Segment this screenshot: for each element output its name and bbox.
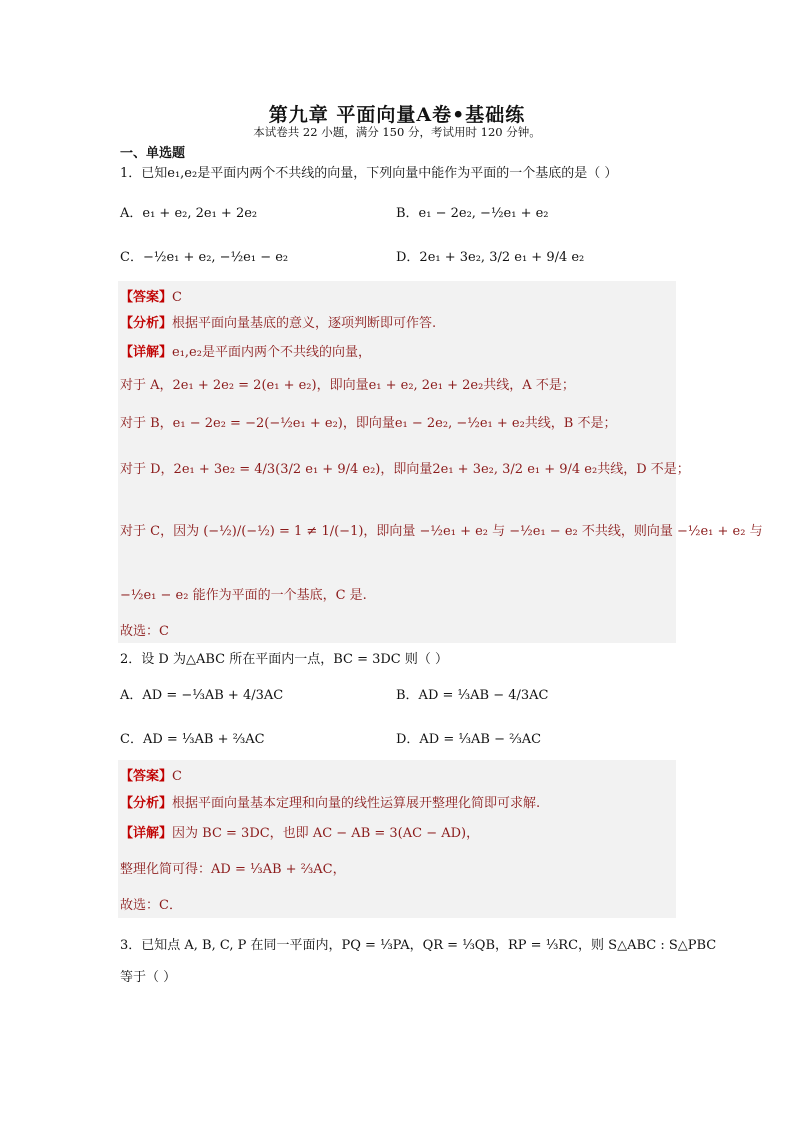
solution-text: e₁,e₂是平面内两个不共线的向量， xyxy=(172,345,371,360)
solution-text: 因为 BC = 3DC，也即 AC − AB = 3(AC − AD)， xyxy=(172,826,480,841)
question-2-detail-2: 整理化简可得：AD = ⅓AB + ⅔AC， xyxy=(120,862,346,877)
page-title: 第九章 平面向量A卷•基础练 xyxy=(268,104,526,126)
question-1-option-b: B．e₁ − 2e₂, −½e₁ + e₂ xyxy=(396,206,549,221)
question-1-answer xyxy=(120,286,182,305)
question-2-option-c: C．AD = ⅓AB + ⅔AC xyxy=(120,732,265,747)
question-2-stem: 2．设 D 为△ABC 所在平面内一点，BC = 3DC 则（ ） xyxy=(120,652,449,667)
question-1-detail-3: 对于 B，e₁ − 2e₂ = −2(−½e₁ + e₂)，即向量e₁ − 2e₂, −½e₁ + e₂共线，B 不是； xyxy=(120,416,617,431)
question-1-detail-1 xyxy=(120,341,371,360)
solution-tag: 【答案】 xyxy=(120,769,173,784)
question-1-option-c: C．−½e₁ + e₂, −½e₁ − e₂ xyxy=(120,250,289,265)
question-1-detail-4: 对于 D，2e₁ + 3e₂ = 4/3(3/2 e₁ + 9/4 e₂)，即向量2e₁ + 3e₂, 3/2 e₁ + 9/4 e₂共线，D 不是； xyxy=(120,462,690,477)
question-1-option-d: D．2e₁ + 3e₂, 3/2 e₁ + 9/4 e₂ xyxy=(396,250,585,265)
question-1-detail-2: 对于 A，2e₁ + 2e₂ = 2(e₁ + e₂)，即向量e₁ + e₂, 2e₁ + 2e₂共线，A 不是； xyxy=(120,378,575,393)
question-2-conclusion: 故选：C． xyxy=(120,898,182,913)
question-1-detail-6: −½e₁ − e₂ 能作为平面的一个基底，C 是. xyxy=(120,588,367,603)
question-1-analysis xyxy=(120,312,436,331)
question-3-stem: 3．已知点 A, B, C, P 在同一平面内，PQ = ⅓PA，QR = ⅓QB，RP = ⅓RC，则 S△ABC : S△PBC xyxy=(120,938,717,953)
question-2-analysis xyxy=(120,792,540,811)
question-1-stem: 1．已知e₁,e₂是平面内两个不共线的向量，下列向量中能作为平面的一个基底的是（ ） xyxy=(120,166,618,181)
solution-text: C xyxy=(172,290,182,305)
question-2-answer xyxy=(120,765,182,784)
solution-tag: 【详解】 xyxy=(120,345,173,360)
solution-tag: 【详解】 xyxy=(120,826,173,841)
question-1-option-a: A．e₁ + e₂, 2e₁ + 2e₂ xyxy=(120,206,258,221)
solution-text: C xyxy=(172,769,182,784)
section-heading: 一、单选题 xyxy=(120,146,186,161)
solution-text: 根据平面向量基底的意义，逐项判断即可作答. xyxy=(172,316,437,331)
question-2-option-a: A．AD = −⅓AB + 4/3AC xyxy=(120,688,284,703)
question-2-option-d: D．AD = ⅓AB − ⅔AC xyxy=(396,732,542,747)
question-2-option-b: B．AD = ⅓AB − 4/3AC xyxy=(396,688,549,703)
question-1-detail-5: 对于 C，因为 (−½)/(−½) = 1 ≠ 1/(−1)，即向量 −½e₁ + e₂ 与 −½e₁ − e₂ 不共线，则向量 −½e₁ + e₂ 与 xyxy=(120,524,763,539)
question-3-stem-continued: 等于（ ） xyxy=(120,970,177,985)
question-2-detail-1 xyxy=(120,822,479,841)
solution-tag: 【分析】 xyxy=(120,796,173,811)
question-1-conclusion: 故选：C xyxy=(120,624,169,639)
solution-tag: 【答案】 xyxy=(120,290,173,305)
solution-text: 根据平面向量基本定理和向量的线性运算展开整理化简即可求解. xyxy=(172,796,541,811)
solution-tag: 【分析】 xyxy=(120,316,173,331)
page-subtitle: 本试卷共 22 小题，满分 150 分，考试用时 120 分钟。 xyxy=(253,125,541,139)
